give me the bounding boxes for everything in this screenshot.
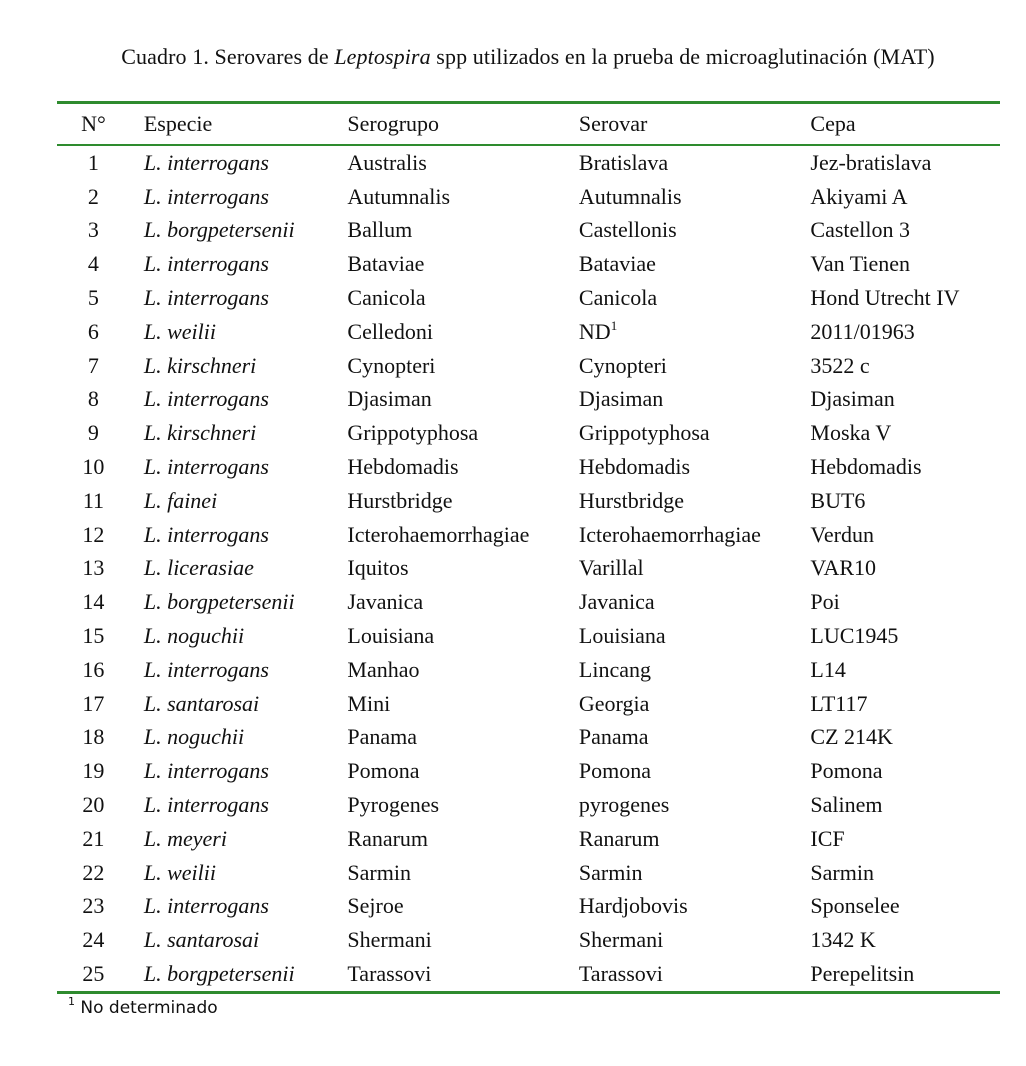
serovar-cell (579, 792, 811, 818)
row-number-text: 3 (87, 217, 99, 243)
header-especie: Especie (143, 111, 213, 136)
row-number-text: 17 (82, 690, 105, 716)
row-number-text: 7 (87, 352, 99, 378)
nd-footnote-marker: 1 (610, 317, 618, 333)
serovar-cell (579, 488, 811, 514)
serogrupo-cell-text: Shermani (347, 927, 432, 953)
table-caption (0, 44, 1026, 70)
table-row (57, 788, 1000, 822)
especie-cell (130, 555, 348, 581)
cepa-cell (810, 251, 1000, 277)
serogrupo-cell (347, 488, 579, 514)
cepa-cell-text: Verdun (810, 521, 874, 547)
serogrupo-cell (347, 217, 579, 243)
serogrupo-cell-text: Ranarum (347, 825, 429, 851)
serovar-cell-text: Bratislava (578, 149, 669, 175)
row-number (57, 353, 130, 379)
serovar-cell-text: Sarmin (578, 859, 643, 885)
especie-cell-text: L. kirschneri (143, 420, 257, 446)
table-row (57, 822, 1000, 856)
cepa-cell-text: 2011/01963 (810, 318, 915, 344)
serovar-cell (579, 826, 811, 852)
table-row (57, 687, 1000, 721)
especie-cell-text: L. interrogans (143, 758, 269, 784)
serogrupo-cell-text: Mini (347, 690, 391, 716)
serovar-cell (579, 657, 811, 683)
cepa-cell (810, 657, 1000, 683)
serovar-cell-text: Pomona (578, 758, 652, 784)
row-number (57, 285, 130, 311)
cepa-cell (810, 623, 1000, 649)
cepa-cell (810, 217, 1000, 243)
caption-prefix: Cuadro 1. Serovares de (121, 44, 335, 69)
footnote-marker: 1 (68, 995, 75, 1008)
serogrupo-cell-text: Autumnalis (347, 183, 451, 209)
row-number (57, 251, 130, 277)
serogrupo-cell (347, 319, 579, 345)
row-number (57, 792, 130, 818)
serogrupo-cell (347, 927, 579, 953)
cepa-cell-text: VAR10 (810, 555, 877, 581)
cepa-cell-text: LUC1945 (810, 623, 899, 649)
especie-cell-text: L. borgpetersenii (143, 589, 295, 615)
especie-cell-text: L. santarosai (143, 690, 260, 716)
cepa-cell (810, 555, 1000, 581)
serovar-cell (579, 150, 811, 176)
especie-cell (130, 353, 348, 379)
especie-cell-text: L. noguchii (143, 623, 245, 649)
serogrupo-cell-text: Pyrogenes (347, 792, 440, 818)
cepa-cell-text: Moska V (810, 420, 892, 446)
especie-cell (130, 927, 348, 953)
serovar-cell (579, 724, 811, 750)
serovar-cell (579, 589, 811, 615)
cepa-cell-text: 1342 K (810, 927, 876, 953)
serogrupo-cell (347, 792, 579, 818)
especie-cell (130, 893, 348, 919)
especie-cell (130, 961, 348, 987)
especie-cell (130, 691, 348, 717)
row-number (57, 386, 130, 412)
serovar-cell (579, 319, 811, 345)
cepa-cell-text: Djasiman (810, 386, 895, 412)
serogrupo-cell (347, 691, 579, 717)
row-number-text: 25 (82, 961, 105, 987)
cepa-cell (810, 792, 1000, 818)
cepa-cell-text: Akiyami A (810, 183, 908, 209)
cepa-cell-text: 3522 c (810, 352, 870, 378)
serogrupo-cell (347, 251, 579, 277)
table-row (57, 957, 1000, 991)
especie-cell-text: L. interrogans (143, 149, 269, 175)
cepa-cell-text: Sponselee (810, 893, 900, 919)
serogrupo-cell (347, 150, 579, 176)
cepa-cell (810, 454, 1000, 480)
especie-cell (130, 657, 348, 683)
serovar-cell (579, 927, 811, 953)
serovar-cell (579, 758, 811, 784)
serovar-cell-text: pyrogenes (578, 792, 670, 818)
table-row (57, 585, 1000, 619)
serovar-cell-text: Djasiman (578, 386, 664, 412)
row-number (57, 893, 130, 919)
table-body (57, 146, 1000, 991)
especie-cell (130, 758, 348, 784)
cepa-cell-text: Hond Utrecht IV (810, 285, 960, 311)
row-number (57, 623, 130, 649)
serovar-cell-text: Canicola (578, 285, 658, 311)
serovar-cell-text: Tarassovi (578, 961, 663, 987)
especie-cell-text: L. interrogans (143, 792, 269, 818)
cepa-cell-text: Jez-bratislava (810, 149, 932, 175)
table-row (57, 552, 1000, 586)
table-row (57, 180, 1000, 214)
cepa-cell-text: Salinem (810, 792, 883, 818)
serovar-cell-text: Grippotyphosa (578, 420, 710, 446)
table-row (57, 653, 1000, 687)
especie-cell-text: L. noguchii (143, 724, 245, 750)
serovar-cell (579, 623, 811, 649)
table-row (57, 281, 1000, 315)
cepa-cell-text: Perepelitsin (810, 961, 915, 987)
serogrupo-cell (347, 860, 579, 886)
row-number (57, 927, 130, 953)
cepa-cell-text: BUT6 (810, 487, 866, 513)
header-number: N° (81, 111, 106, 136)
especie-cell (130, 826, 348, 852)
cepa-cell (810, 691, 1000, 717)
serovar-cell (579, 555, 811, 581)
row-number (57, 420, 130, 446)
row-number-text: 12 (82, 521, 105, 547)
cepa-cell (810, 184, 1000, 210)
cepa-cell (810, 589, 1000, 615)
cepa-cell (810, 319, 1000, 345)
row-number (57, 860, 130, 886)
serogrupo-cell-text: Iquitos (347, 555, 409, 581)
cepa-cell (810, 860, 1000, 886)
row-number (57, 488, 130, 514)
row-number-text: 20 (82, 792, 105, 818)
serovar-cell (579, 251, 811, 277)
serogrupo-cell (347, 285, 579, 311)
row-number (57, 522, 130, 548)
caption-suffix: spp utilizados en la prueba de microaglutinación (MAT) (430, 44, 935, 69)
cepa-cell-text: Van Tienen (810, 251, 911, 277)
especie-cell-text: L. fainei (143, 487, 218, 513)
row-number-text: 2 (87, 183, 99, 209)
row-number-text: 8 (87, 386, 99, 412)
cepa-cell (810, 420, 1000, 446)
serogrupo-cell (347, 961, 579, 987)
serogrupo-cell-text: Hebdomadis (347, 454, 459, 480)
especie-cell (130, 724, 348, 750)
table-row (57, 416, 1000, 450)
serovar-cell (579, 522, 811, 548)
especie-cell (130, 522, 348, 548)
table-row (57, 484, 1000, 518)
especie-cell-text: L. meyeri (143, 825, 227, 851)
serogrupo-cell-text: Djasiman (347, 386, 432, 412)
cepa-cell-text: Hebdomadis (810, 454, 922, 480)
row-number-text: 1 (87, 149, 99, 175)
serogrupo-cell-text: Manhao (347, 656, 420, 682)
row-number (57, 217, 130, 243)
serovar-cell-text: Castellonis (578, 217, 677, 243)
especie-cell (130, 251, 348, 277)
especie-cell-text: L. interrogans (143, 454, 269, 480)
table-row (57, 619, 1000, 653)
serovar-cell-text: Javanica (578, 589, 655, 615)
serogrupo-cell-text: Grippotyphosa (347, 420, 479, 446)
row-number (57, 724, 130, 750)
serogrupo-cell-text: Australis (347, 149, 427, 175)
serovar-cell-text: Hebdomadis (578, 454, 691, 480)
header-serogrupo: Serogrupo (347, 111, 440, 136)
serovar-cell-text: Cynopteri (578, 352, 667, 378)
cepa-cell-text: CZ 214K (810, 724, 893, 750)
cepa-cell (810, 150, 1000, 176)
cepa-cell (810, 285, 1000, 311)
serovar-cell (579, 285, 811, 311)
serovar-cell-text: Hurstbridge (578, 487, 684, 513)
row-number-text: 18 (82, 724, 105, 750)
especie-cell-text: L. interrogans (143, 386, 269, 412)
serovar-cell-text: Ranarum (578, 825, 660, 851)
row-number-text: 4 (87, 251, 99, 277)
cepa-cell-text: Castellon 3 (810, 217, 911, 243)
serogrupo-cell (347, 826, 579, 852)
row-number-text: 15 (82, 623, 105, 649)
serogrupo-cell-text: Louisiana (347, 623, 435, 649)
serovar-cell (579, 353, 811, 379)
cepa-cell (810, 927, 1000, 953)
serovar-cell-text: Shermani (578, 927, 664, 953)
serogrupo-cell (347, 353, 579, 379)
especie-cell (130, 623, 348, 649)
cepa-cell (810, 522, 1000, 548)
table-row (57, 214, 1000, 248)
especie-cell (130, 488, 348, 514)
row-number-text: 13 (82, 555, 105, 581)
serogrupo-cell (347, 724, 579, 750)
especie-cell (130, 150, 348, 176)
row-number (57, 319, 130, 345)
serovar-cell-text: Hardjobovis (578, 893, 688, 919)
footnote (68, 995, 218, 1018)
table-row (57, 315, 1000, 349)
especie-cell (130, 217, 348, 243)
serovar-cell-text: Lincang (578, 656, 651, 682)
especie-cell (130, 792, 348, 818)
serovar-cell-text: ND (578, 318, 611, 344)
especie-cell-text: L. interrogans (143, 521, 269, 547)
serogrupo-cell-text: Panama (347, 724, 418, 750)
table-row (57, 890, 1000, 924)
table-row (57, 383, 1000, 417)
serogrupo-cell-text: Cynopteri (347, 352, 436, 378)
cepa-cell-text: Poi (810, 589, 840, 615)
header-row (57, 104, 1000, 144)
row-number-text: 24 (82, 927, 105, 953)
serogrupo-cell-text: Hurstbridge (347, 487, 453, 513)
serogrupo-cell (347, 555, 579, 581)
serogrupo-cell-text: Tarassovi (347, 961, 432, 987)
row-number (57, 589, 130, 615)
serovar-cell-text: Georgia (578, 690, 650, 716)
serogrupo-cell-text: Sarmin (347, 859, 411, 885)
row-number-text: 10 (82, 454, 105, 480)
cepa-cell (810, 488, 1000, 514)
serovar-cell-text: Autumnalis (578, 183, 682, 209)
row-number-text: 23 (82, 893, 105, 919)
table-row (57, 856, 1000, 890)
especie-cell-text: L. weilii (143, 859, 216, 885)
serogrupo-cell (347, 589, 579, 615)
row-number-text: 22 (82, 859, 105, 885)
especie-cell (130, 860, 348, 886)
serogrupo-cell (347, 184, 579, 210)
table-row (57, 518, 1000, 552)
serovar-cell-text: Bataviae (578, 251, 656, 277)
especie-cell (130, 386, 348, 412)
table-row (57, 754, 1000, 788)
serogrupo-cell (347, 623, 579, 649)
serovar-cell-text: Louisiana (578, 623, 666, 649)
row-number-text: 5 (87, 285, 99, 311)
cepa-cell-text: Sarmin (810, 859, 874, 885)
serogrupo-cell-text: Canicola (347, 285, 426, 311)
especie-cell (130, 589, 348, 615)
serogrupo-cell (347, 454, 579, 480)
serogrupo-cell (347, 758, 579, 784)
cepa-cell-text: LT117 (810, 690, 868, 716)
row-number (57, 454, 130, 480)
row-number (57, 184, 130, 210)
row-number-text: 9 (87, 420, 99, 446)
especie-cell (130, 454, 348, 480)
especie-cell-text: L. borgpetersenii (143, 961, 295, 987)
especie-cell-text: L. kirschneri (143, 352, 257, 378)
serogrupo-cell (347, 420, 579, 446)
cepa-cell-text: ICF (810, 825, 845, 851)
row-number (57, 657, 130, 683)
caption-genus: Leptospira (334, 44, 431, 69)
serogrupo-cell-text: Bataviae (347, 251, 425, 277)
especie-cell (130, 319, 348, 345)
cepa-cell (810, 893, 1000, 919)
row-number-text: 21 (82, 825, 105, 851)
row-number-text: 16 (82, 656, 105, 682)
especie-cell-text: L. licerasiae (143, 555, 254, 581)
especie-cell-text: L. interrogans (143, 893, 269, 919)
serovar-cell-text: Varillal (578, 555, 644, 581)
serovar-table (57, 101, 1000, 994)
serogrupo-cell (347, 893, 579, 919)
serovar-cell (579, 893, 811, 919)
serovar-cell (579, 217, 811, 243)
cepa-cell (810, 386, 1000, 412)
especie-cell (130, 285, 348, 311)
serovar-cell (579, 860, 811, 886)
especie-cell-text: L. weilii (143, 318, 216, 344)
header-cepa: Cepa (810, 111, 856, 136)
row-number (57, 691, 130, 717)
serovar-cell (579, 961, 811, 987)
cepa-cell (810, 758, 1000, 784)
header-serovar: Serovar (578, 111, 648, 136)
row-number-text: 19 (82, 758, 105, 784)
serogrupo-cell (347, 522, 579, 548)
serogrupo-cell-text: Ballum (347, 217, 413, 243)
serovar-cell (579, 691, 811, 717)
cepa-cell-text: L14 (810, 656, 846, 682)
serogrupo-cell (347, 386, 579, 412)
especie-cell (130, 420, 348, 446)
especie-cell-text: L. interrogans (143, 251, 269, 277)
footnote-text: No determinado (75, 998, 218, 1018)
row-number-text: 14 (82, 589, 105, 615)
table-row (57, 923, 1000, 957)
row-number (57, 555, 130, 581)
table-row (57, 721, 1000, 755)
especie-cell-text: L. borgpetersenii (143, 217, 295, 243)
table-row (57, 450, 1000, 484)
serovar-cell-text: Panama (578, 724, 649, 750)
serovar-cell (579, 184, 811, 210)
serogrupo-cell-text: Pomona (347, 758, 420, 784)
especie-cell-text: L. interrogans (143, 285, 269, 311)
especie-cell-text: L. interrogans (143, 183, 269, 209)
serovar-cell-text: Icterohaemorrhagiae (578, 521, 761, 547)
cepa-cell (810, 961, 1000, 987)
table-row (57, 349, 1000, 383)
serovar-cell (579, 454, 811, 480)
serogrupo-cell-text: Icterohaemorrhagiae (347, 521, 530, 547)
cepa-cell (810, 353, 1000, 379)
serogrupo-cell (347, 657, 579, 683)
table-row (57, 247, 1000, 281)
serogrupo-cell-text: Javanica (347, 589, 424, 615)
row-number-text: 11 (82, 487, 105, 513)
cepa-cell-text: Pomona (810, 758, 883, 784)
row-number (57, 961, 130, 987)
serogrupo-cell-text: Celledoni (347, 318, 433, 344)
row-number (57, 826, 130, 852)
bottom-rule (57, 991, 1000, 994)
especie-cell-text: L. santarosai (143, 927, 260, 953)
cepa-cell (810, 826, 1000, 852)
serovar-cell (579, 420, 811, 446)
serogrupo-cell-text: Sejroe (347, 893, 404, 919)
especie-cell-text: L. interrogans (143, 656, 269, 682)
table-row (57, 146, 1000, 180)
serovar-cell (579, 386, 811, 412)
row-number-text: 6 (87, 318, 99, 344)
especie-cell (130, 184, 348, 210)
row-number (57, 758, 130, 784)
cepa-cell (810, 724, 1000, 750)
row-number (57, 150, 130, 176)
